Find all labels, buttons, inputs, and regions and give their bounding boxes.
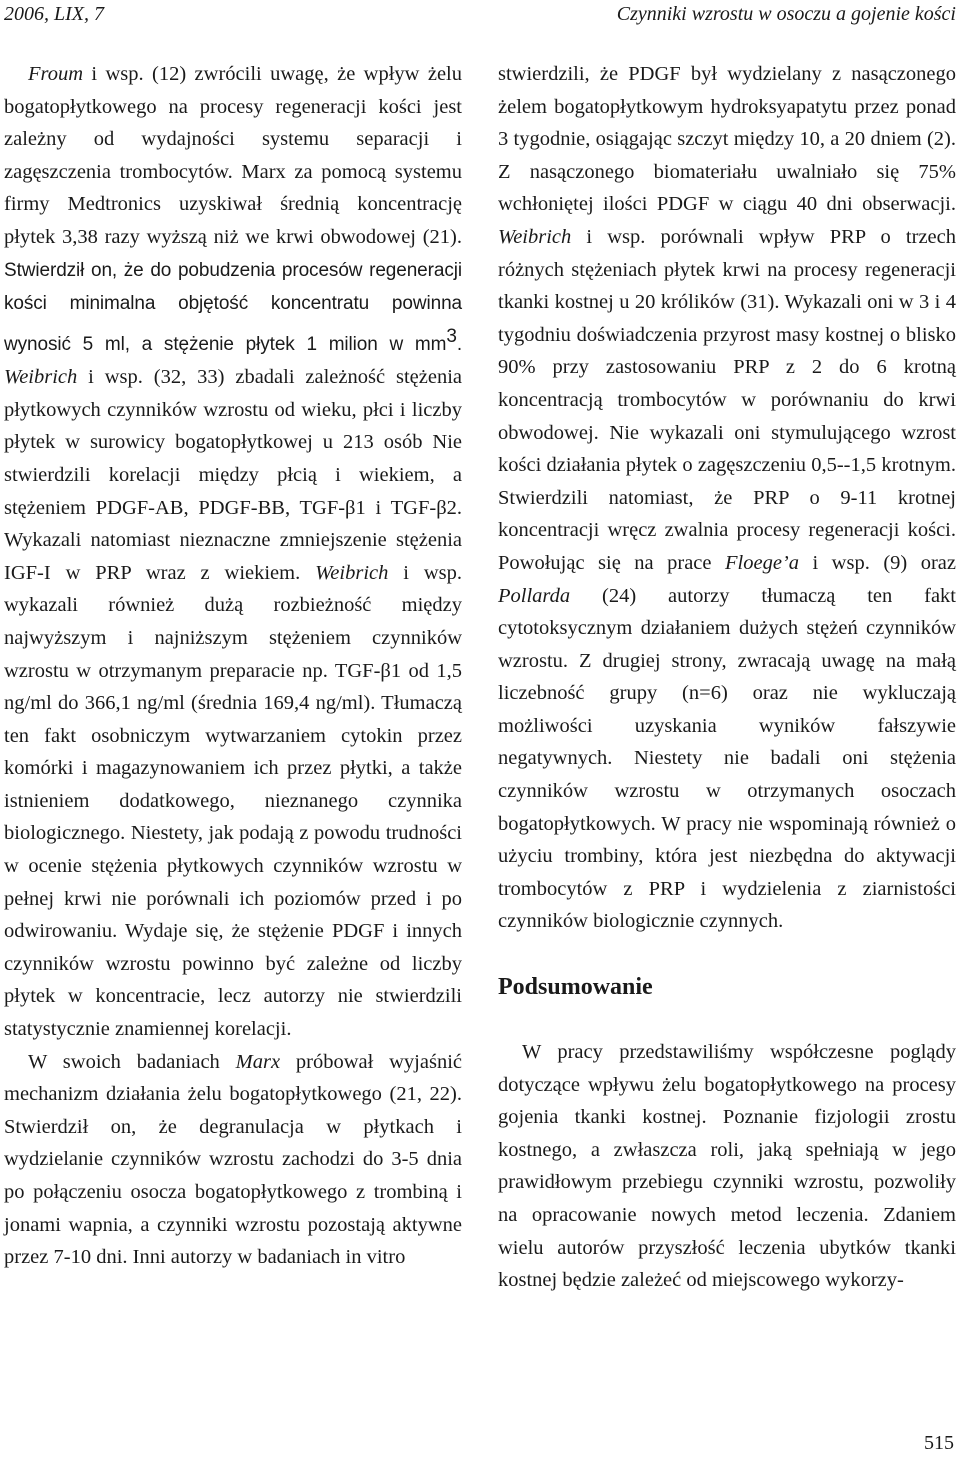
- text-run: i wsp. (32, 33) zbadali zależność stężenia płytkowych czynników wzrostu od wieku, płci i liczby płytek w surowicy bogatopłytkowej u 213 osób Nie stwierdzili korelacji między płcią i wiekiem, a stężeniem PDGF-AB, PDGF-BB, TGF-β1 i TGF-β2. Wykazali natomiast nieznaczne zmniejszenie stężenia IGF-I w PRP wraz z wiekiem.: [4, 366, 462, 584]
- journal-issue: 2006, LIX, 7: [4, 3, 104, 25]
- paragraph: [4, 58, 462, 1046]
- superscript: 3: [446, 325, 457, 347]
- paragraph: [4, 1046, 462, 1274]
- text-run: i wsp. (9) oraz: [799, 551, 956, 574]
- text-run: próbował wyjaśnić mechanizm działania żelu bogatopłytkowego (21, 22). Stwierdził on, że degranulacja w płytkach i wydzielanie czynników wzrostu zachodzi do 3-5 dnia po połączeniu osocza bogatopłytkowego z trombiną i jonami wapnia, a czynniki wzrostu pozostają aktywne przez 7-10 dni. Inni autorzy w badaniach in vitro: [4, 1050, 462, 1269]
- text-run: i wsp. porównali wpływ PRP o trzech różnych stężeniach płytek krwi na procesy regeneracji tkanki kostnej u 20 królików (31). Wykazali oni w 3 i 4 tygodniu doświadczenia przyrost masy kostnej o blisko 90% przy zastosowaniu PRP z 2 do 6 krotną koncentracją trombocytów w porównaniu do krwi obwodowej. Nie wykazali oni stymulującego wzrost kości działania płytek o zagęszczeniu 0,5--1,5 krotnym. Stwierdzili natomiast, że PRP o 9-11 krotnej koncentracji wręcz zwalnia procesy regeneracji kości. Powołując się na prace: [498, 225, 956, 574]
- text-run: (24) autorzy tłumaczą ten fakt cytotoksycznym działaniem dużych stężeń czynników wzrostu. Z drugiej strony, zwracają uwagę na małą liczebność grupy (n=6) oraz nie wykluczają możliwości uzyskania wyników fałszywie negatywnych. Niestety nie badali oni stężenia czynników wzrostu w otrzymanych osoczach bogatopłytkowych. W pracy nie wspominają również o użyciu trombiny, która jest niezbędna do aktywacji trombocytów z PRP i wydzielenia z ziarnistości czynników biologicznie czynnych.: [498, 584, 956, 933]
- author-name: Weibrich: [4, 366, 78, 389]
- paragraph: [498, 58, 956, 938]
- text-run-sans: Stwierdził on, że do pobudzenia procesów regeneracji kości minimalna objętość koncentratu powinna wynosić 5 ml, a stężenie płytek 1 milion w mm: [4, 259, 462, 355]
- author-name: Pollarda: [498, 584, 571, 607]
- text-run: stwierdzili, że PDGF był wydzielany z nasączonego żelem bogatopłytkowym hydroksyapatytu przez ponad 3 tygodnie, osiągając szczyt między 10, a 20 dniem (2). Z nasączonego biomateriału uwalniało się 75% wchłoniętej ilości PDGF w ciągu 40 dni obserwacji.: [498, 63, 956, 216]
- paragraph: W pracy przedstawiliśmy współczesne poglądy dotyczące wpływu żelu bogatopłytkowego na procesy gojenia tkanki kostnej. Poznanie fizjologii zrostu kostnego, a zwłaszcza roli, jaką spełniają w jego prawidłowym przebiegu czynniki wzrostu, pozwoliły na opracowanie nowych metod leczenia. Zdaniem wielu autorów przyszłość leczenia ubytków tkanki kostnej będzie zależeć od miejscowego wykorzy-: [498, 1041, 956, 1292]
- section-heading: Podsumowanie: [498, 974, 653, 1001]
- author-name: Marx: [235, 1050, 281, 1073]
- author-name: Froum: [28, 63, 84, 85]
- author-name: Weibrich: [498, 225, 572, 248]
- right-column: [498, 58, 956, 1297]
- text-run: i wsp. wykazali również dużą rozbieżność między najwyższym i najniższym stężeniem czynników wzrostu w otrzymanym preparacie np. TGF-β1 od 1,5 ng/ml do 366,1 ng/ml (średnia 169,4 ng/ml). Tłumaczą ten fakt osobniczym wytwarzaniem cytokin przez komórki i magazynowaniem ich przez płytki, a także istnieniem dodatkowego, nieznanego czynnika biologicznego. Niestety, jak podają z powodu trudności w ocenie stężenia płytkowych czynników wzrostu w pełnej krwi nie porównali ich poziomów przed i po odwirowaniu. Wydaje się, że stężenie PDGF i innych czynników wzrostu powinno być zależne od liczby płytek w koncentracie, lecz autorzy nie stwierdzili statystycznie znamiennej korelacji.: [4, 561, 462, 1041]
- author-name: Weibrich: [315, 561, 389, 584]
- author-name: Floege’a: [725, 551, 799, 574]
- left-column: [4, 58, 462, 1274]
- text-run: W swoich badaniach: [28, 1050, 236, 1073]
- text-run-sans: .: [456, 333, 462, 355]
- page-number: 515: [924, 1432, 954, 1454]
- article-short-title: Czynniki wzrostu w osoczu a gojenie kości: [616, 3, 956, 25]
- text-run: i wsp. (12) zwrócili uwagę, że wpływ żelu bogatopłytkowego na procesy regeneracji kości jest zależny od wydajności systemu separacji i zagęszczenia trombocytów. Marx za pomocą systemu firmy Medtronics uzyskiwał średnią koncentrację płytek 3,38 razy wyższą niż we krwi obwodowej (21).: [4, 63, 462, 248]
